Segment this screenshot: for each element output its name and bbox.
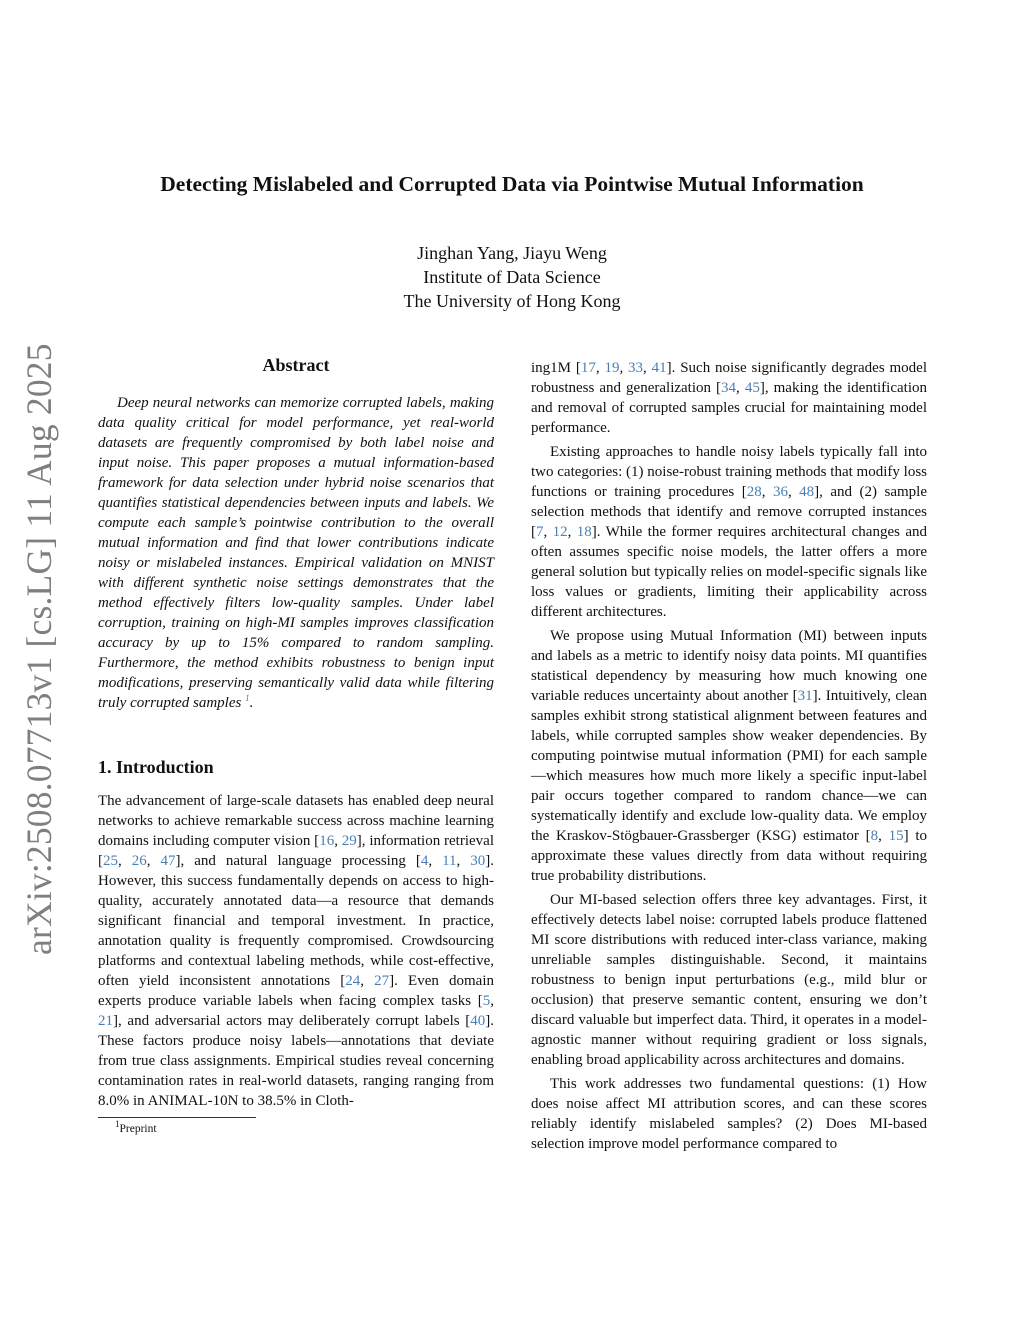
citation-link[interactable]: 25 [103, 853, 118, 869]
citation-link[interactable]: 31 [797, 688, 813, 704]
introduction-paragraph-1: The advancement of large-scale datasets has enabled deep neural networks to achieve remarkable success across machine learning domains including computer vision [16, 29], information retrieval [25, 26, 47], and natural language processing [4, 11, 30]. However, this success fundamentally depends on access to high-quality, accurately annotated data—a resource that demands significant financial and temporal investment. In practice, annotation quality is frequently compromised. Crowdsourcing platforms and contextual labeling methods, while cost-effective, often yield inconsistent annotations [24, 27]. Even domain experts produce variable labels when facing complex tasks [5, 21], and adversarial actors may deliberately corrupt labels [40]. These factors produce noisy labels—annotations that deviate from true class assignments. Empirical studies reveal concerning contamination rates in real-world datasets, ranging ranging from 8.0% in ANIMAL-10N to 38.5% in Cloth- [98, 793, 495, 1109]
citation-link[interactable]: 27 [374, 973, 390, 989]
citation-link[interactable]: 34 [721, 380, 737, 396]
abstract-end: . [249, 695, 254, 711]
citation-link[interactable]: 18 [576, 524, 592, 540]
footnote [98, 1119, 494, 1136]
right-paragraph-5: This work addresses two fundamental questions: (1) How does noise affect MI attribution scores, and can these scores reliably identify mislabeled samples? (2) Does MI-based selection improve model performance compared to [531, 1076, 927, 1152]
footnote-divider [98, 1117, 256, 1118]
right-paragraph-1: ing1M [17, 19, 33, 41]. Such noise significantly degrades model robustness and generalization [34, 45], making the identification and removal of corrupted samples crucial for maintaining model performance. [531, 360, 928, 436]
citation-link[interactable]: 40 [470, 1013, 486, 1029]
citation-link[interactable]: 36 [772, 484, 788, 500]
citation-link[interactable]: 47 [160, 853, 176, 869]
citation-link[interactable]: 17 [580, 360, 596, 376]
right-paragraph-3: We propose using Mutual Information (MI) between inputs and labels as a metric to identify noisy data points. MI quantifies statistical dependency by measuring how much knowing one variable reduces uncertainty about another [31]. Intuitively, clean samples exhibit strong statistical alignment between features and labels, while corrupted samples show weaker dependencies. By computing pointwise mutual information (PMI) for each sample—which measures how much more likely a specific input-label pair occurs together compared to random chance—we can systematically identify and exclude low-quality data. We employ the Kraskov-Stögbauer-Grassberger (KSG) estimator [8, 15] to approximate these values directly from data without requiring true probability distributions. [531, 628, 927, 884]
citation-link[interactable]: 11 [442, 853, 457, 869]
footnote-mark: 1 [115, 1119, 120, 1130]
right-paragraph-4: Our MI-based selection offers three key advantages. First, it effectively detects label noise: corrupted labels produce flattened MI score distributions with reduced inter-class variance, making unreliable samples distinguishable. Second, it maintains robustness to benign input perturbations (e.g., mild blur or occlusion) that preserve semantic content, ensuring we don’t discard valuable but imperfect data. Third, it operates in a model-agnostic manner without requiring gradient or loss signals, enabling broad applicability across architectures and domains. [531, 892, 927, 1068]
citation-link[interactable]: 5 [482, 993, 491, 1009]
citation-link[interactable]: 16 [319, 833, 335, 849]
citation-link[interactable]: 15 [888, 828, 904, 844]
author-university: The University of Hong Kong [403, 291, 621, 311]
citation-link[interactable]: 45 [744, 380, 760, 396]
citation-link[interactable]: 19 [604, 360, 620, 376]
citation-link[interactable]: 41 [651, 360, 667, 376]
abstract-body [98, 393, 494, 713]
citation-link[interactable]: 48 [799, 484, 815, 500]
abstract-heading: Abstract [262, 355, 330, 375]
citation-link[interactable]: 30 [470, 853, 486, 869]
left-column [98, 355, 494, 1136]
author-names: Jinghan Yang, Jiayu Weng [417, 243, 607, 263]
introduction-heading: 1. Introduction [98, 757, 214, 777]
citation-link[interactable]: 4 [420, 853, 429, 869]
right-column [531, 358, 927, 1158]
abstract-text: Deep neural networks can memorize corrupted labels, making data quality critical for model performance, yet real-world datasets are frequently compromised by both label noise and input noise. This paper proposes a mutual information-based framework for data selection under hybrid noise scenarios that quantifies statistical dependencies between inputs and labels. We compute each sample’s pointwise contribution to the overall mutual information and find that lower contributions indicate noisy or mislabeled instances. Empirical validation on MNIST with different synthetic noise settings demonstrates that the method effectively filters low-quality samples. Under label corruption, training on high-MI samples improves classification accuracy by up to 15% compared to random sampling. Furthermore, the method exhibits robustness to benign input modifications, preserving semantically valid data while filtering truly corrupted samples [98, 395, 494, 711]
author-block [0, 241, 1024, 313]
right-paragraph-2: Existing approaches to handle noisy labels typically fall into two categories: (1) noise-robust training methods that modify loss functions or training procedures [28, 36, 48], and (2) sample selection methods that identify and remove corrupted instances [7, 12, 18]. While the former requires architectural changes and often assumes specific noise models, the latter offers a more general solution but typically relies on model-specific signals like loss values or gradients, limiting their applicability across different architectures. [531, 444, 927, 620]
arxiv-identifier: arXiv:2508.07713v1 [cs.LG] 11 Aug 2025 [19, 343, 59, 955]
citation-link[interactable]: 21 [98, 1013, 113, 1029]
citation-link[interactable]: 28 [746, 484, 762, 500]
footnote-link[interactable]: 1 [245, 693, 250, 703]
citation-link[interactable]: 7 [536, 524, 544, 540]
footnote-text: Preprint [119, 1123, 157, 1135]
citation-link[interactable]: 26 [131, 853, 147, 869]
citation-link[interactable]: 8 [870, 828, 879, 844]
paper-title: Detecting Mislabeled and Corrupted Data via Pointwise Mutual Information [160, 172, 864, 196]
citation-link[interactable]: 33 [628, 360, 644, 376]
citation-link[interactable]: 29 [341, 833, 357, 849]
citation-link[interactable]: 12 [552, 524, 568, 540]
author-institute: Institute of Data Science [423, 267, 601, 287]
citation-link[interactable]: 24 [345, 973, 361, 989]
